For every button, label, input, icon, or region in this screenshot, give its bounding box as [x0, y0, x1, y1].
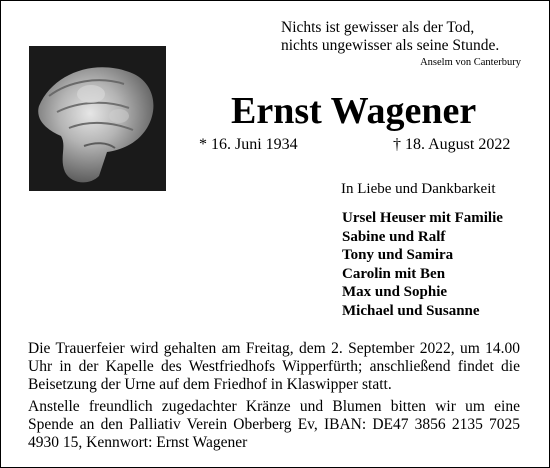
funeral-details: Die Trauerfeier wird gehalten am Freitag, dem 2. September 2022, um 14.00 Uhr in der Kapelle des Westfriedhofs Wipperfürth; anschließend findet die Beisetzung der Urne auf dem Friedhof in Klaswipper statt.	[28, 340, 520, 393]
hands-illustration-icon	[29, 46, 166, 191]
mourners-list	[342, 209, 503, 320]
mourner-name: Max und Sophie	[342, 284, 448, 300]
mourner-name: Tony und Samira	[342, 247, 454, 263]
folded-hands-photo	[29, 46, 166, 191]
quote-line-2: nichts ungewisser als seine Stunde.	[281, 37, 500, 54]
mourner-name: Ursel Heuser mit Familie	[342, 210, 503, 226]
quote-author: Anselm von Canterbury	[420, 57, 521, 68]
death-date: † 18. August 2022	[393, 136, 511, 153]
quote-block	[281, 19, 521, 70]
donation-request: Anstelle freundlich zugedachter Kränze und Blumen bitten wir um eine Spende an den Palliativ Verein Oberberg Ev, IBAN: DE47 3856 2135 7025 4930 15, Kennwort: Ernst Wagener	[28, 398, 520, 451]
mourner-name: Carolin mit Ben	[342, 265, 446, 282]
birth-date: * 16. Juni 1934	[199, 136, 298, 153]
quote-line-1: Nichts ist gewisser als der Tod,	[281, 19, 475, 36]
mourner-name: Michael und Susanne	[342, 302, 480, 319]
mourner-name: Sabine und Ralf	[342, 228, 446, 245]
mourners-intro: In Liebe und Dankbarkeit	[341, 181, 496, 197]
deceased-name: Ernst Wagener	[231, 90, 477, 132]
